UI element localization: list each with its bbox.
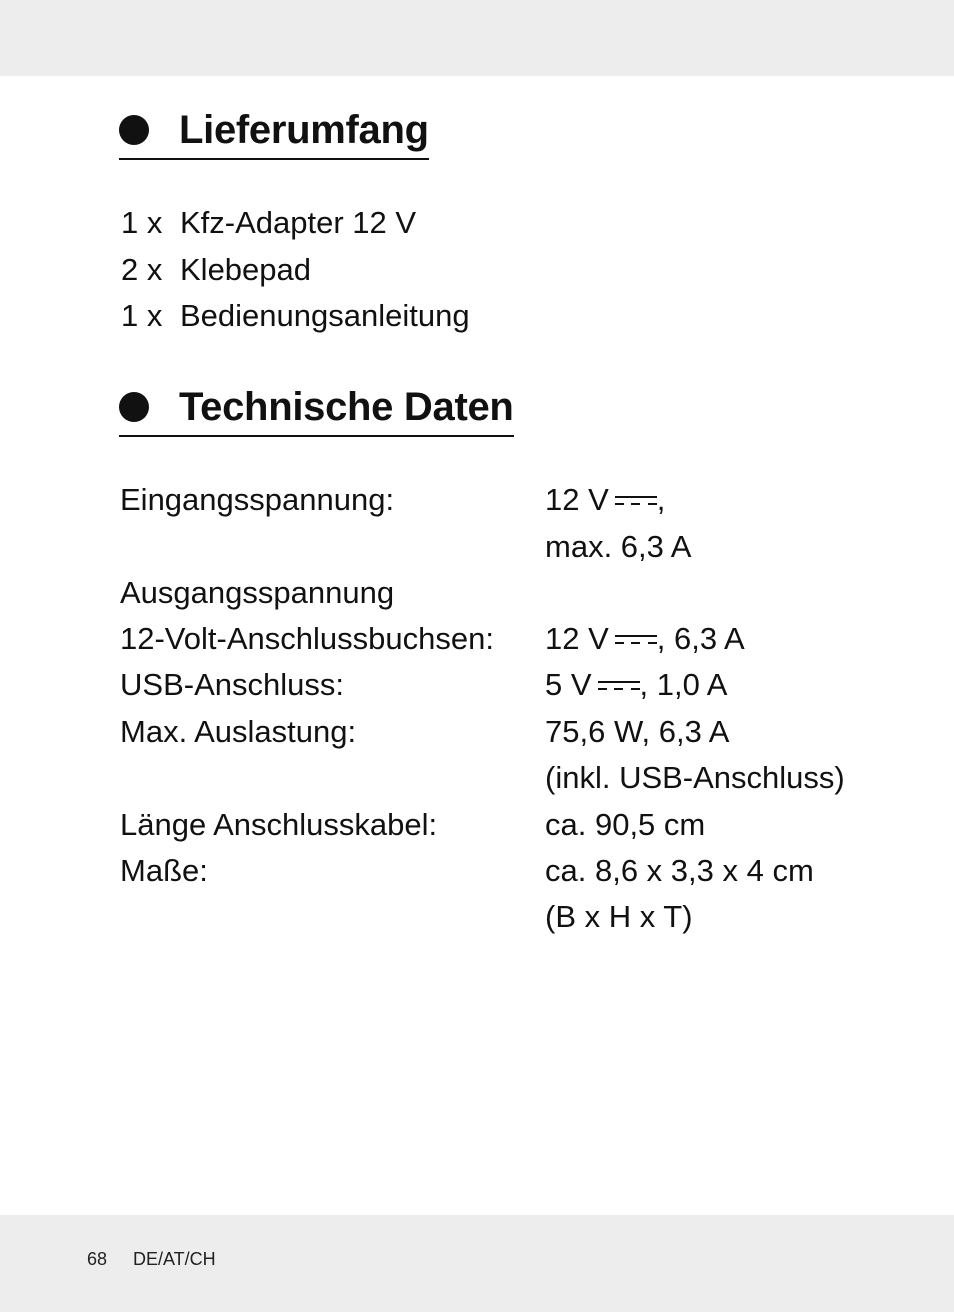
section-heading-lieferumfang bbox=[119, 106, 429, 154]
section-title: Technische Daten bbox=[179, 385, 514, 429]
item-name: Kfz-Adapter 12 V bbox=[180, 205, 417, 240]
section-heading-technische-daten bbox=[119, 383, 514, 431]
section-title: Lieferumfang bbox=[179, 108, 429, 152]
spec-value: (B x H x T) bbox=[545, 899, 693, 934]
dc-voltage-icon bbox=[615, 494, 657, 508]
spec-value: 5 V , 1,0 A bbox=[545, 667, 728, 702]
spec-value: 12 V , bbox=[545, 482, 666, 517]
bullet-icon bbox=[119, 115, 149, 145]
spec-label: Ausgangsspannung bbox=[120, 575, 395, 610]
spec-label: Eingangsspannung: bbox=[120, 482, 395, 517]
dc-voltage-icon bbox=[598, 679, 640, 693]
item-quantity: 2 x bbox=[121, 252, 163, 287]
heading-underline bbox=[119, 158, 429, 160]
spec-value: max. 6,3 A bbox=[545, 529, 692, 564]
spec-value: ca. 90,5 cm bbox=[545, 807, 706, 842]
spec-label: USB-Anschluss: bbox=[120, 667, 344, 702]
spec-value: 75,6 W, 6,3 A bbox=[545, 714, 730, 749]
bullet-icon bbox=[119, 392, 149, 422]
spec-label: Max. Auslastung: bbox=[120, 714, 357, 749]
dc-voltage-icon bbox=[615, 633, 657, 647]
item-quantity: 1 x bbox=[121, 205, 163, 240]
spec-value: (inkl. USB-Anschluss) bbox=[545, 760, 845, 795]
spec-value: 12 V , 6,3 A bbox=[545, 621, 745, 656]
item-name: Klebepad bbox=[180, 252, 312, 287]
spec-label: Maße: bbox=[120, 853, 208, 888]
region-label: DE/AT/CH bbox=[133, 1249, 216, 1269]
item-name: Bedienungsanleitung bbox=[180, 298, 470, 333]
spec-label: 12-Volt-Anschlussbuchsen: bbox=[120, 621, 494, 656]
item-quantity: 1 x bbox=[121, 298, 163, 333]
spec-value: ca. 8,6 x 3,3 x 4 cm bbox=[545, 853, 814, 888]
spec-label: Länge Anschlusskabel: bbox=[120, 807, 438, 842]
heading-underline bbox=[119, 435, 514, 437]
header-band bbox=[0, 0, 954, 76]
page-number: 68 bbox=[87, 1249, 108, 1269]
